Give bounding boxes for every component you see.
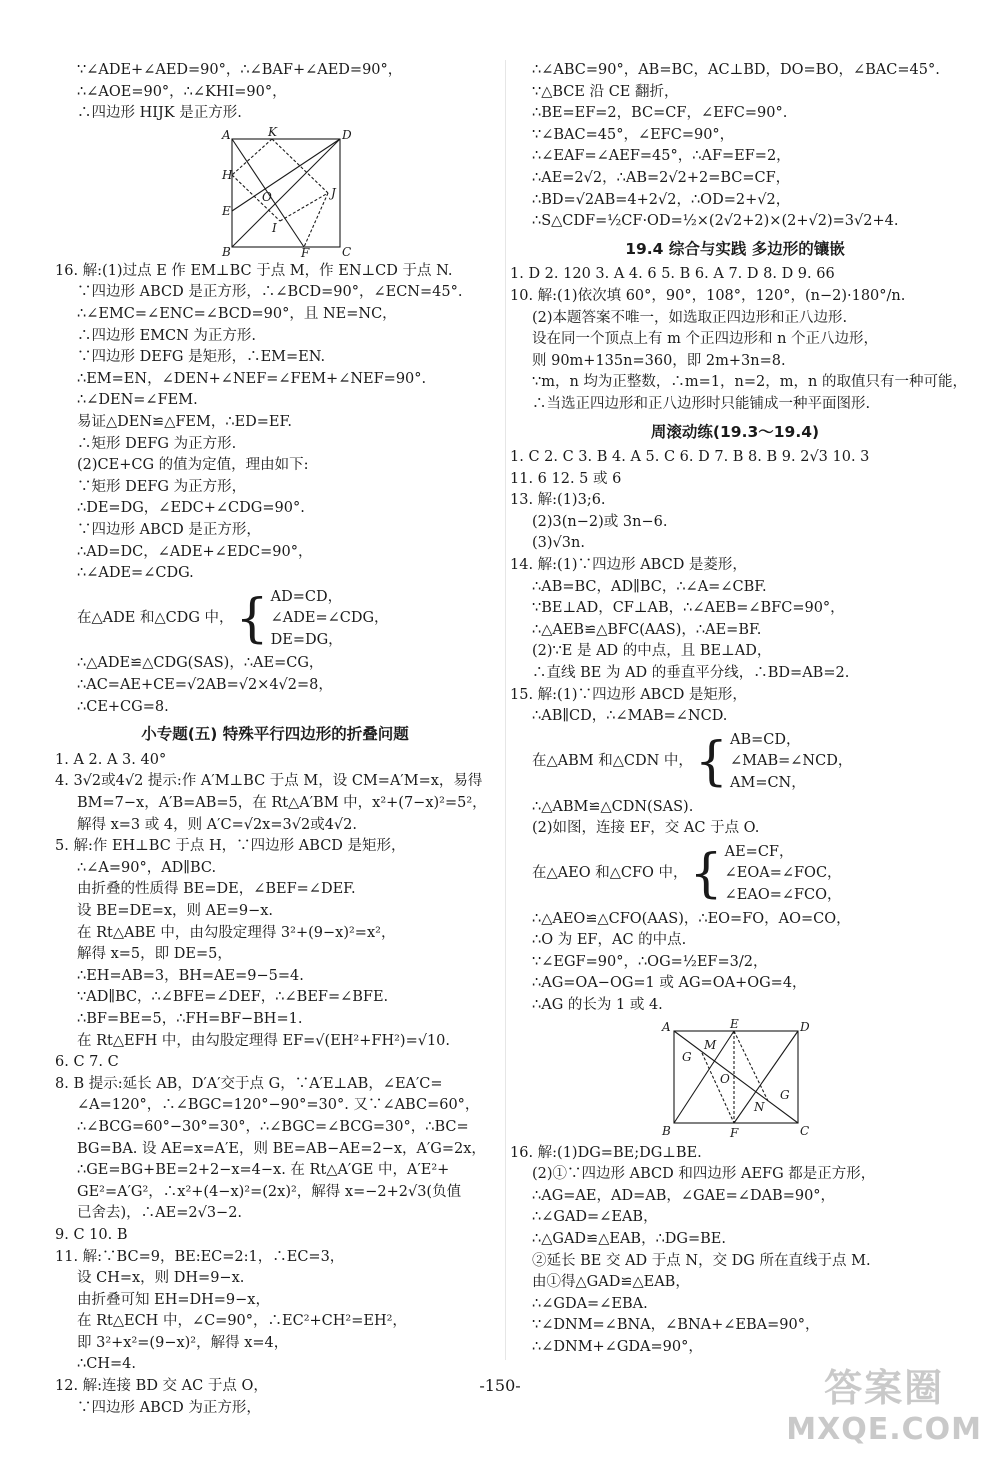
- text-line: (2)∵E 是 AD 的中点，且 BE⊥AD，: [532, 643, 772, 660]
- text-line: 16. 解:(1)DG=BE;DG⊥BE.: [510, 1144, 702, 1161]
- dashed-ij: [280, 193, 328, 221]
- text-line: ∴∠A=90°，AD∥BC.: [77, 859, 217, 876]
- text-line: ∵四边形 ABCD 是正方形，: [77, 521, 261, 538]
- square-figure: [220, 124, 352, 260]
- left-brace: {: [235, 589, 269, 650]
- text-line: ∴∠DEN=∠FEM.: [77, 392, 198, 409]
- text-line: 11. 解:∵BC=9，BE:EC=2:1，∴EC=3，: [55, 1248, 345, 1265]
- left-brace: {: [689, 844, 723, 905]
- dashed-hi: [232, 175, 280, 221]
- text-line: (2)①∵四边形 ABCD 和四边形 AEFG 都是正方形，: [532, 1166, 876, 1183]
- text-line: (2)本题答案不唯一，如选取正四边形和正八边形.: [532, 309, 848, 326]
- text-line: 14. 解:(1)∵四边形 ABCD 是菱形，: [510, 557, 747, 574]
- text-line: 在 Rt△ABE 中，由勾股定理得 3²+(9−x)²=x²，: [77, 924, 396, 941]
- brace-line: AB=CD，: [730, 731, 801, 748]
- text-line: ∴AG 的长为 1 或 4.: [532, 996, 663, 1013]
- text-line: ∴∠AOE=90°，∴∠KHI=90°，: [77, 83, 287, 100]
- line-eg: [734, 1031, 768, 1101]
- right-part4: [510, 797, 960, 840]
- text-line: 则 90m+135n=360，即 2m+3n=8.: [532, 352, 786, 369]
- label-g2: G: [780, 1087, 790, 1102]
- label-f: F: [730, 1125, 739, 1140]
- label-f: F: [301, 245, 310, 260]
- text-line: ∴O 为 EF，AC 的中点.: [532, 932, 687, 949]
- text-line: ∴S△CDF=½CF·OD=½×(2√2+2)×(2+√2)=3√2+4.: [532, 213, 899, 230]
- text-line: ∵矩形 DEFG 为正方形，: [77, 478, 247, 495]
- page-number: -150-: [479, 1376, 521, 1395]
- text-line: ∴BF=BE=5，∴FH=BF−BH=1.: [77, 1010, 303, 1027]
- brace-line: AM=CN，: [730, 775, 806, 791]
- brace-lines: [271, 587, 389, 652]
- text-line: (2)如图，连接 EF，交 AC 于点 O.: [532, 820, 760, 837]
- brace-line: AE=CF，: [724, 843, 794, 860]
- text-line: ∵∠BAC=45°，∠EFC=90°，: [532, 126, 735, 143]
- label-o: O: [262, 189, 272, 204]
- text-line: ∴AG=AE，AD=AB，∠GAE=∠DAB=90°，: [532, 1187, 836, 1204]
- section-title-19-4: 19.4 综合与实践 多边形的镶嵌: [625, 239, 845, 258]
- left-part3: [55, 653, 495, 718]
- text-line: ∴BD=√2AB=4+2√2，∴OD=2+√2，: [532, 191, 791, 208]
- brace-line: DE=DG，: [270, 631, 343, 648]
- text-line: 已舍去)，∴AE=2√3−2.: [77, 1205, 243, 1222]
- text-line: ∴EH=AB=3，BH=AE=9−5=4.: [77, 967, 304, 984]
- right-part6: [510, 1143, 960, 1359]
- right-part1: [510, 60, 960, 233]
- left-part1: [55, 60, 495, 125]
- label-m: M: [704, 1037, 717, 1052]
- left-column: [55, 60, 495, 1419]
- dashed-jf: [304, 193, 328, 247]
- text-line: ∴四边形 HIJK 是正方形.: [77, 105, 242, 122]
- label-k: K: [268, 124, 277, 139]
- left-brace: {: [694, 732, 728, 793]
- brace-line: ∠MAB=∠NCD，: [730, 753, 853, 770]
- text-line: ∴AD=DC，∠ADE+∠EDC=90°，: [77, 543, 313, 560]
- text-line: 解得 x=3 或 4，则 A′C=√2x=3√2或4√2.: [77, 816, 358, 833]
- label-c: C: [800, 1123, 810, 1138]
- text-line: ∴∠ADE=∠CDG.: [77, 565, 194, 582]
- text-line: ∴△ADE≌△CDG(SAS)，∴AE=CG，: [77, 655, 324, 672]
- text-line: ∴△AEO≌△CFO(AAS)，∴EO=FO，AO=CO，: [532, 910, 851, 927]
- brace-lines: [725, 842, 842, 907]
- text-line: ∴当选正四边形和正八边形时只能铺成一种平面图形.: [532, 395, 871, 412]
- text-line: ∴AG=OA−OG=1 或 AG=OA+OG=4，: [532, 975, 807, 992]
- text-line: 易证△DEN≌△FEM，∴ED=EF.: [77, 413, 292, 430]
- text-line: 6. C 7. C: [55, 1054, 119, 1071]
- text-line: ∴GE=BG+BE=2+2−x=4−x. 在 Rt△A′GE 中，A′E²+: [77, 1162, 450, 1179]
- right-part3: [510, 447, 960, 728]
- text-line: 4. 3√2或4√2 提示:作 A′M⊥BC 于点 M，设 CM=A′M=x，易得: [55, 773, 483, 790]
- label-j: J: [331, 185, 336, 200]
- text-line: (2)3(n−2)或 3n−6.: [532, 513, 668, 530]
- text-line: BG=BA. 设 AE=x=A′E，则 BE=AB−AE=2−x，A′G=2x，: [77, 1140, 486, 1157]
- brace-system-2: [510, 730, 960, 795]
- text-line: 9. C 10. B: [55, 1226, 128, 1243]
- label-b: B: [222, 244, 231, 259]
- text-line: ∴△ABM≌△CDN(SAS).: [532, 798, 694, 815]
- text-line: ∴∠GAD=∠EAB，: [532, 1209, 658, 1226]
- text-line: 即 3²+x²=(9−x)²，解得 x=4，: [77, 1334, 289, 1351]
- text-line: ∴四边形 EMCN 为正方形.: [77, 327, 257, 344]
- text-line: ∴△GAD≌△EAB，∴DG=BE.: [532, 1230, 727, 1247]
- right-part5: [510, 909, 960, 1017]
- text-line: ∴直线 BE 为 AD 的垂直平分线，∴BD=AB=2.: [532, 665, 850, 682]
- label-g1: G: [682, 1049, 692, 1064]
- text-line: ∴矩形 DEFG 为正方形.: [77, 435, 237, 452]
- column-divider: [505, 60, 506, 1360]
- text-line: ∴∠EAF=∠AEF=45°，∴AF=EF=2，: [532, 148, 791, 165]
- text-line: ∵m，n 均为正整数，∴m=1，n=2，m，n 的取值只有一种可能，: [532, 374, 967, 391]
- text-line: ∴DE=DG，∠EDC+∠CDG=90°.: [77, 500, 305, 517]
- brace-prefix: 在△ADE 和△CDG 中，: [77, 610, 234, 627]
- brace-system-1: [55, 587, 495, 652]
- text-line: ∵∠ADE+∠AED=90°，∴∠BAF+∠AED=90°，: [77, 62, 403, 78]
- text-line: ∴∠GDA=∠EBA.: [532, 1295, 648, 1312]
- text-line: (3)√3n.: [532, 535, 585, 552]
- text-line: ∵四边形 DEFG 是矩形，∴EM=EN.: [77, 349, 326, 366]
- label-a: A: [222, 127, 231, 142]
- label-i: I: [272, 220, 277, 235]
- text-line: ∴△AEB≌△BFC(AAS)，∴AE=BF.: [532, 621, 762, 638]
- text-line: 由折叠的性质得 BE=DE，∠BEF=∠DEF.: [77, 881, 356, 898]
- text-line: 15. 解:(1)∵四边形 ABCD 是矩形，: [510, 686, 747, 703]
- text-line: 1. A 2. A 3. 40°: [55, 751, 167, 768]
- brace-system-3: [510, 842, 960, 907]
- left-part4: [55, 750, 495, 1419]
- label-c: C: [342, 244, 352, 259]
- label-a: A: [662, 1019, 671, 1034]
- diag-ac: [674, 1031, 798, 1123]
- label-d: D: [800, 1019, 810, 1034]
- label-b: B: [662, 1123, 671, 1138]
- text-line: 13. 解:(1)3;6.: [510, 492, 606, 509]
- label-e: E: [730, 1016, 739, 1031]
- text-line: ∴CE+CG=8.: [77, 698, 169, 715]
- text-line: ②延长 BE 交 AD 于点 N，交 DG 所在直线于点 M.: [532, 1252, 871, 1269]
- text-line: ∵四边形 ABCD 是正方形，∴∠BCD=90°，∠ECN=45°.: [77, 284, 463, 301]
- label-d: D: [342, 127, 352, 142]
- watermark-bottom: MXQE.COM: [786, 1412, 982, 1447]
- text-line: 设 CH=x，则 DH=9−x.: [77, 1270, 245, 1287]
- brace-line: ∠EAO=∠FCO，: [724, 886, 842, 903]
- text-line: ∴∠DNM+∠GDA=90°，: [532, 1338, 703, 1355]
- brace-prefix: 在△ABM 和△CDN 中，: [532, 753, 693, 770]
- brace-line: ∠EOA=∠FOC，: [724, 865, 842, 882]
- line-de: [232, 139, 340, 211]
- right-part2: [510, 264, 967, 415]
- text-line: BM=7−x，A′B=AB=5，在 Rt△A′BM 中，x²+(7−x)²=5²，: [77, 795, 487, 812]
- text-line: 设 BE=DE=x，则 AE=9−x.: [77, 903, 274, 919]
- watermark: [786, 1357, 982, 1447]
- brace-lines: [730, 730, 852, 795]
- text-line: ∴∠ABC=90°，AB=BC，AC⊥BD，DO=BO，∠BAC=45°.: [532, 62, 940, 78]
- label-e: E: [222, 203, 231, 218]
- text-line: 由折叠可知 EH=DH=9−x，: [77, 1291, 270, 1308]
- label-h: H: [222, 167, 233, 182]
- brace-prefix: 在△AEO 和△CFO 中，: [532, 865, 688, 882]
- text-line: ∴AB∥CD，∴∠MAB=∠NCD.: [532, 708, 728, 725]
- text-line: 在 Rt△ECH 中，∠C=90°，∴EC²+CH²=EH²，: [77, 1313, 407, 1330]
- text-line: GE²=A′G²，∴x²+(4−x)²=(2x)²，解得 x=−2+2√3(负值: [77, 1183, 462, 1200]
- text-line: ∴AE=2√2，∴AB=2√2+2=BC=CF，: [532, 169, 791, 186]
- text-line: ∠A=120°，∴∠BGC=120°−90°=30°. 又∵∠ABC=60°，: [77, 1097, 480, 1114]
- text-line: ∵BE⊥AD，CF⊥AB，∴∠AEB=∠BFC=90°，: [532, 600, 845, 617]
- brace-line: AD=CD，: [270, 588, 343, 605]
- label-n: N: [754, 1099, 765, 1114]
- text-line: ∵AD∥BC，∴∠BFE=∠DEF，∴∠BEF=∠BFE.: [77, 989, 389, 1006]
- section-title-special-folding: 小专题(五) 特殊平行四边形的折叠问题: [141, 725, 409, 744]
- text-line: 10. 解:(1)依次填 60°，90°，108°，120°，(n−2)·180°/n.: [510, 287, 906, 304]
- text-line: (2)CE+CG 的值为定值，理由如下:: [77, 457, 309, 474]
- text-line: 16. 解:(1)过点 E 作 EM⊥BC 于点 M，作 EN⊥CD 于点 N.: [55, 262, 453, 279]
- text-line: ∴∠EMC=∠ENC=∠BCD=90°，且 NE=NC，: [77, 305, 397, 322]
- text-line: ∴AB=BC，AD∥BC，∴∠A=∠CBF.: [532, 578, 767, 595]
- right-column: [510, 60, 967, 1358]
- text-line: 11. 6 12. 5 或 6: [510, 470, 622, 487]
- text-line: 解得 x=5，即 DE=5，: [77, 946, 232, 963]
- text-line: 1. C 2. C 3. B 4. A 5. C 6. D 7. B 8. B 9. 2√3 10. 3: [510, 449, 870, 466]
- text-line: 在 Rt△EFH 中，由勾股定理得 EF=√(EH²+FH²)=√10.: [77, 1032, 451, 1049]
- text-line: ∵∠DNM=∠BNA，∠BNA+∠EBA=90°，: [532, 1317, 820, 1334]
- text-line: ∵四边形 ABCD 为正方形，: [77, 1399, 261, 1416]
- text-line: 1. D 2. 120 3. A 4. 6 5. B 6. A 7. D 8. D 9. 66: [510, 266, 835, 283]
- rectangle-figure: [660, 1016, 810, 1140]
- text-line: ∴∠BCG=60°−30°=30°，∴∠BGC=∠BCG=30°，∴BC=: [77, 1118, 469, 1135]
- watermark-top: 答案圈: [824, 1366, 945, 1410]
- text-line: ∵△BCE 沿 CE 翻折，: [532, 83, 679, 100]
- text-line: 8. B 提示:延长 AB，D′A′交于点 G，∵A′E⊥AB，∠EA′C=: [55, 1075, 443, 1092]
- text-line: 12. 解:连接 BD 交 AC 于点 O，: [55, 1378, 268, 1395]
- text-line: 设在同一个顶点上有 m 个正四边形和 n 个正八边形，: [532, 331, 879, 348]
- text-line: ∵∠EGF=90°，∴OG=½EF=3/2，: [532, 953, 768, 970]
- left-part2: [55, 261, 495, 585]
- text-line: 由①得△GAD≌△EAB，: [532, 1274, 690, 1291]
- text-line: ∴AC=AE+CE=√2AB=√2×4√2=8，: [77, 677, 333, 694]
- section-title-weekly: 周滚动练(19.3～19.4): [650, 422, 820, 441]
- brace-line: ∠ADE=∠CDG，: [270, 610, 389, 627]
- text-line: ∴EM=EN，∠DEN+∠NEF=∠FEM+∠NEF=90°.: [77, 370, 427, 387]
- text-line: ∴BE=EF=2，BC=CF，∠EFC=90°.: [532, 105, 788, 122]
- label-o: O: [720, 1071, 730, 1086]
- text-line: ∴CH=4.: [77, 1356, 136, 1373]
- line-bd: [232, 139, 340, 247]
- text-line: 5. 解:作 EH⊥BC 于点 H，∵四边形 ABCD 是矩形，: [55, 838, 406, 855]
- line-df: [734, 1031, 798, 1123]
